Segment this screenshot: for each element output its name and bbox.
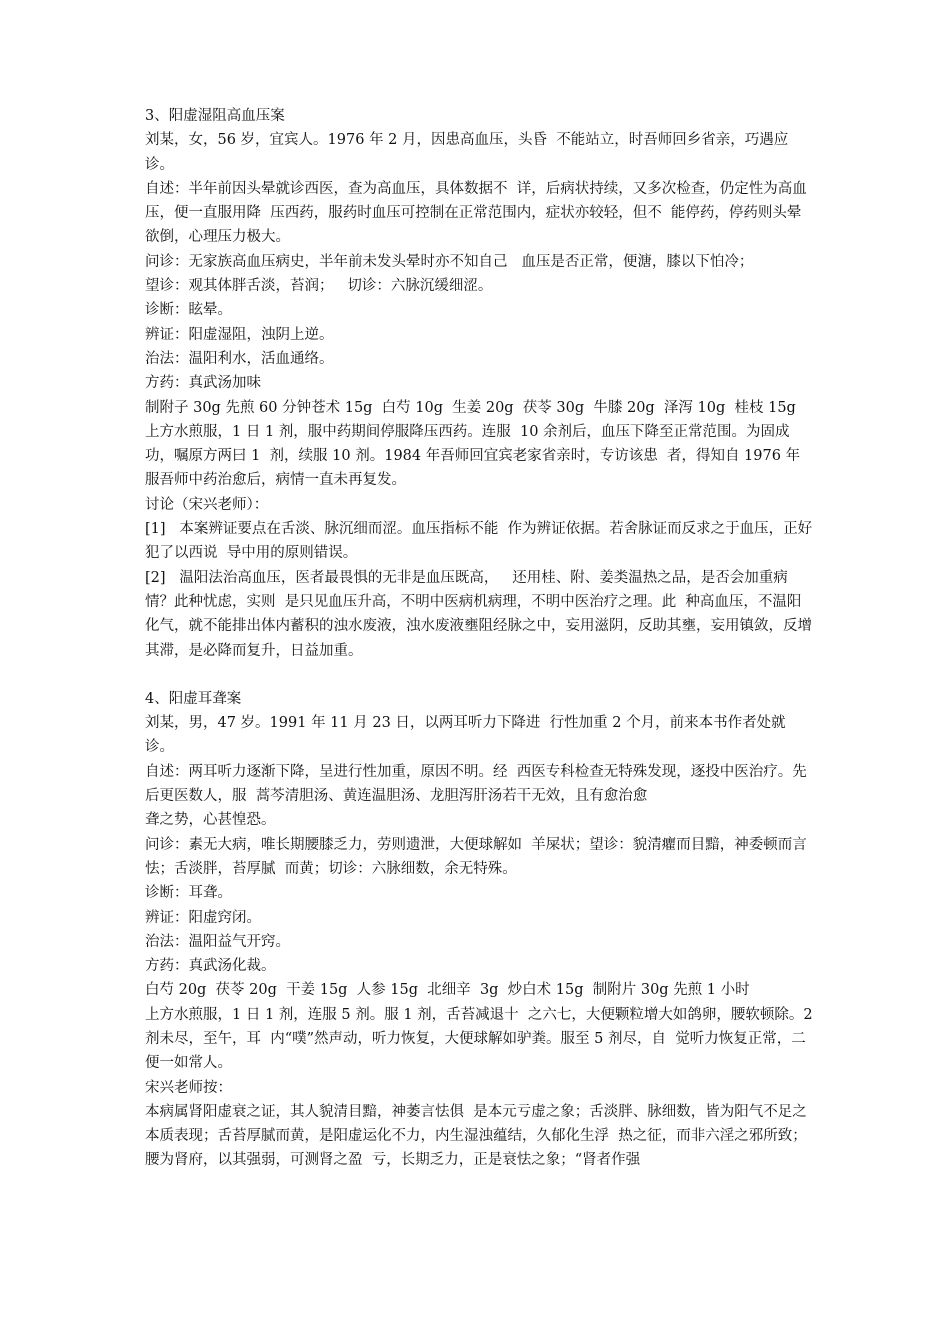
- case-4-formula: 方药：真武汤化裁。: [145, 958, 276, 975]
- case-4-diagnosis: 诊断：耳聋。: [145, 885, 232, 902]
- case-4-self-report: 自述：两耳听力逐渐下降，呈进行性加重，原因不明。经 西医专科检查无特殊发现，逐投中医治疗。先后更医数人，服 蒿芩清胆汤、黄连温胆汤、龙胆泻肝汤若干无效，且有愈治愈: [145, 763, 807, 805]
- case-3-inquiry: 问诊：无家族高血压病史，半年前未发头晕时亦不知自己 血压是否正常，便溏，膝以下怕冷；: [145, 253, 754, 270]
- case-3-intro: 刘某，女，56 岁，宜宾人。1976 年 2 月，因患高血压，头昏 不能站立，时吾师回乡省亲，巧遇应诊。: [145, 132, 789, 173]
- case-4-section: [145, 687, 818, 1173]
- case-3-section: [145, 104, 813, 663]
- case-4-self-report-continued: 聋之势，心甚惶恐。: [145, 812, 276, 829]
- case-3-discussion-2: [2] 温阳法治高血压，医者最畏惧的无非是血压既高， 还用桂、附、姜类温热之品，是否会加重病情？此种忧虑，实则 是只见血压升高，不明中医病机病理，不明中医治疗之理。此 种高血压，不温阳化气，就不能排出体内蓄积的浊水废液，浊水废液壅阻经脉之中，妄用滋阴，反助其壅，妄用镇敛，反增其滞，是必降而复升，日益加重。: [145, 569, 812, 659]
- case-3-inspection: 望诊：观其体胖舌淡，苔润； 切诊：六脉沉缓细涩。: [145, 278, 493, 295]
- case-3-diagnosis: 诊断：眩晕。: [145, 302, 232, 319]
- document-page: [145, 104, 818, 1173]
- case-4-differentiation: 辨证：阳虚窍闭。: [145, 909, 261, 926]
- case-3-discussion-1: [1] 本案辨证要点在舌淡、脉沉细而涩。血压指标不能 作为辨证依据。若舍脉证而反求之于血压，正好犯了以西说 导中用的原则错误。: [145, 521, 813, 562]
- case-3-title: 3、阳虚湿阻高血压案: [145, 108, 285, 124]
- case-3-differentiation: 辨证：阳虚湿阻，浊阴上逆。: [145, 326, 334, 343]
- case-4-usage: 上方水煎服，1 日 1 剂，连服 5 剂。服 1 剂，舌苔减退十 之六七，大便颗粒增大如鸽卵，腰软顿除。2 剂未尽，至午，耳 内“噗”然声动，听力恢复，大便球解如驴粪。服至 5 剂尽，自 觉听力恢复正常，二便一如常人。: [145, 1006, 818, 1072]
- case-3-treatment: 治法：温阳利水，活血通络。: [145, 350, 334, 367]
- case-4-commentary-heading: 宋兴老师按：: [145, 1079, 232, 1096]
- case-4-treatment: 治法：温阳益气开窍。: [145, 933, 290, 950]
- case-3-herbs: 制附子 30g 先煎 60 分钟苍术 15g 白芍 10g 生姜 20g 茯苓 30g 牛膝 20g 泽泻 10g 桂枝 15g: [145, 399, 796, 416]
- case-4-herbs: 白芍 20g 茯苓 20g 干姜 15g 人参 15g 北细辛 3g 炒白术 15g 制附片 30g 先煎 1 小时: [145, 982, 750, 999]
- case-3-discussion-heading: 讨论（宋兴老师）：: [145, 496, 269, 513]
- case-4-title: 4、阳虚耳聋案: [145, 690, 242, 707]
- case-4-commentary: 本病属肾阳虚衰之证，其人貌清目黯，神萎言怯俱 是本元亏虚之象；舌淡胖、脉细数，皆为阳气不足之本质表现；舌苔厚腻而黄，是阳虚运化不力，内生湿浊蕴结，久郁化生浮 热之征，而非六淫之邪所致；腰为肾府，以其强弱，可测肾之盈 亏，长期乏力，正是衰怯之象；“肾者作强: [145, 1103, 807, 1169]
- case-4-intro: 刘某，男，47 岁。1991 年 11 月 23 日，以两耳听力下降进 行性加重 2 个月，前来本书作者处就诊。: [145, 715, 786, 756]
- case-3-formula: 方药：真武汤加味: [145, 375, 261, 392]
- case-3-usage: 上方水煎服，1 日 1 剂，服中药期间停服降压西药。连服 10 余剂后，血压下降至正常范围。为固成功，嘱原方两曰 1 剂，续服 10 剂。1984 年吾师回宜宾老家省亲时，专访该患 者，得知自 1976 年服吾师中药治愈后，病情一直未再复发。: [145, 423, 801, 489]
- case-3-self-report: 自述：半年前因头晕就诊西医，查为高血压，具体数据不 详，后病状持续，又多次检查，仍定性为高血压，便一直服用降 压西药，服药时血压可控制在正常范围内，症状亦较轻，但不 能停药，停药则头晕欲倒，心理压力极大。: [145, 180, 807, 246]
- section-spacer: [145, 663, 813, 687]
- case-4-inquiry: 问诊：素无大病，唯长期腰膝乏力，劳则遗泄，大便球解如 羊屎状；望诊：貌清癯而目黯，神委顿而言怯；舌淡胖，苔厚腻 而黄；切诊：六脉细数，余无特殊。: [145, 836, 807, 877]
